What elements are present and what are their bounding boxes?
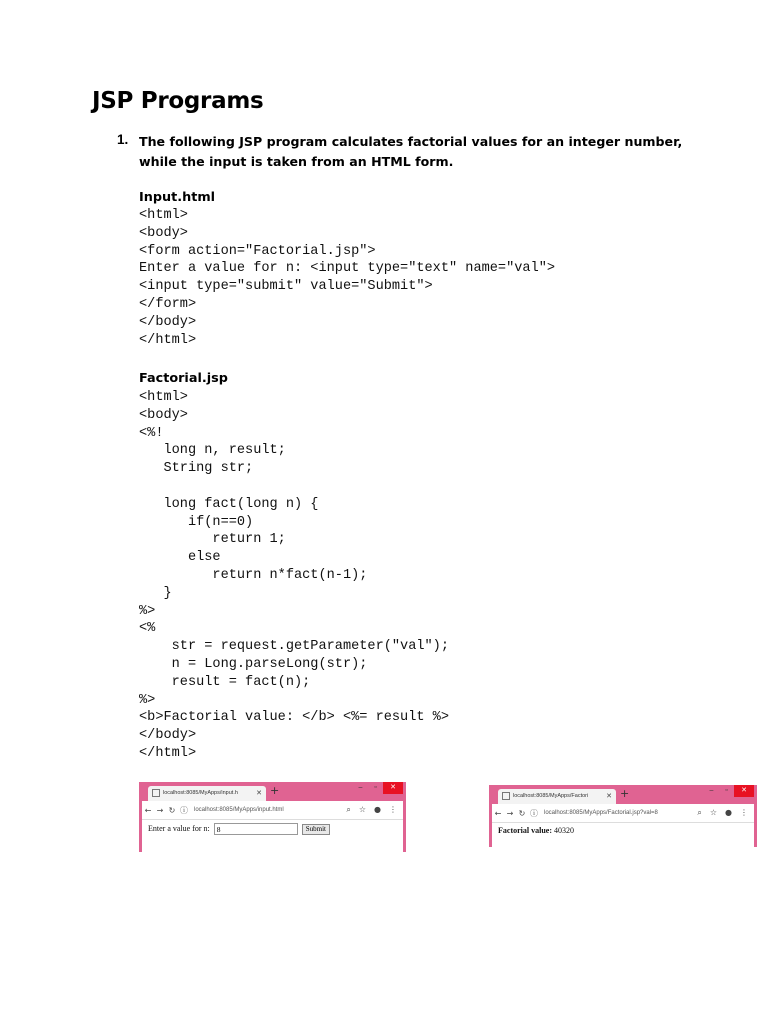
result-value: 40320 [553,826,574,835]
tab-bar [492,785,754,804]
minimize-icon[interactable]: – [358,784,363,791]
page-content [142,820,403,838]
new-tab-icon[interactable]: + [270,784,280,797]
minimize-icon[interactable]: – [709,787,714,794]
address-bar [492,804,754,823]
page-icon [152,789,160,797]
account-icon[interactable]: ● [374,805,381,814]
close-window-icon[interactable]: ✕ [734,785,754,797]
arrow-left-icon[interactable]: ← [494,808,502,818]
close-tab-icon[interactable]: ✕ [256,790,262,797]
arrow-right-icon[interactable]: → [156,805,164,815]
list-item-text: The following JSP program calculates factorial values for an integer number, while the input is taken from an HTML form. [139,134,683,169]
browser-screenshot-input [139,782,406,852]
browser-tab[interactable] [498,789,616,804]
page-content [492,823,754,838]
tab-bar [142,782,403,801]
result-label: Factorial value: [498,826,552,835]
arrow-left-icon[interactable]: ← [144,805,152,815]
zoom-icon[interactable]: ⌕ [346,805,351,814]
browser-tab[interactable] [148,786,266,801]
factorial-jsp-code: <html> <body> <%! long n, result; String str; long fact(long n) { if(n==0) return 1; else return n*fact(n-1); } %> <% str = request.getParameter("val"); n = Long.parseLong(str); result = fact(n); %> <b>Factorial value: </b> <%= result %> </body> </html> [139,390,449,761]
info-icon[interactable]: ⓘ [530,808,538,818]
value-input[interactable] [214,823,298,835]
star-icon[interactable]: ☆ [709,808,718,817]
input-file-title: Input.html [139,190,216,205]
window-controls [704,785,754,797]
page-icon [502,792,510,800]
submit-button[interactable]: Submit [302,824,330,835]
url-field[interactable]: localhost:8085/MyApps/Factorial.jsp?val=8 [544,810,658,816]
reload-icon[interactable]: ↻ [168,805,176,815]
arrow-right-icon[interactable]: → [506,808,514,818]
address-bar [142,801,403,820]
account-icon[interactable]: ● [725,808,732,817]
window-controls [353,782,403,794]
factorial-file-title: Factorial.jsp [139,371,228,386]
browser-screenshot-result [489,785,757,847]
input-html-code: <html> <body> <form action="Factorial.jsp"> Enter a value for n: <input type="text" name="val"> <input type="submit" value="Submit"> </form> </body> </html> [139,208,556,348]
star-icon[interactable]: ☆ [358,805,367,814]
info-icon[interactable]: ⓘ [180,805,188,815]
menu-dots-icon[interactable]: ⋮ [740,808,748,817]
tab-title: localhost:8085/MyApps/input.h [163,790,238,796]
reload-icon[interactable]: ↻ [518,808,526,818]
maximize-icon[interactable]: ▫ [725,787,728,794]
close-tab-icon[interactable]: ✕ [606,793,612,800]
maximize-icon[interactable]: ▫ [374,784,377,791]
zoom-icon[interactable]: ⌕ [697,808,702,817]
list-item-number: 1. [117,132,129,147]
menu-dots-icon[interactable]: ⋮ [389,805,397,814]
url-field[interactable]: localhost:8085/MyApps/input.html [194,807,284,813]
new-tab-icon[interactable]: + [620,787,630,800]
prompt-label: Enter a value for n: [148,823,210,833]
page-title: JSP Programs [92,88,264,114]
close-window-icon[interactable]: ✕ [383,782,403,794]
tab-title: localhost:8085/MyApps/Factori [513,793,589,799]
